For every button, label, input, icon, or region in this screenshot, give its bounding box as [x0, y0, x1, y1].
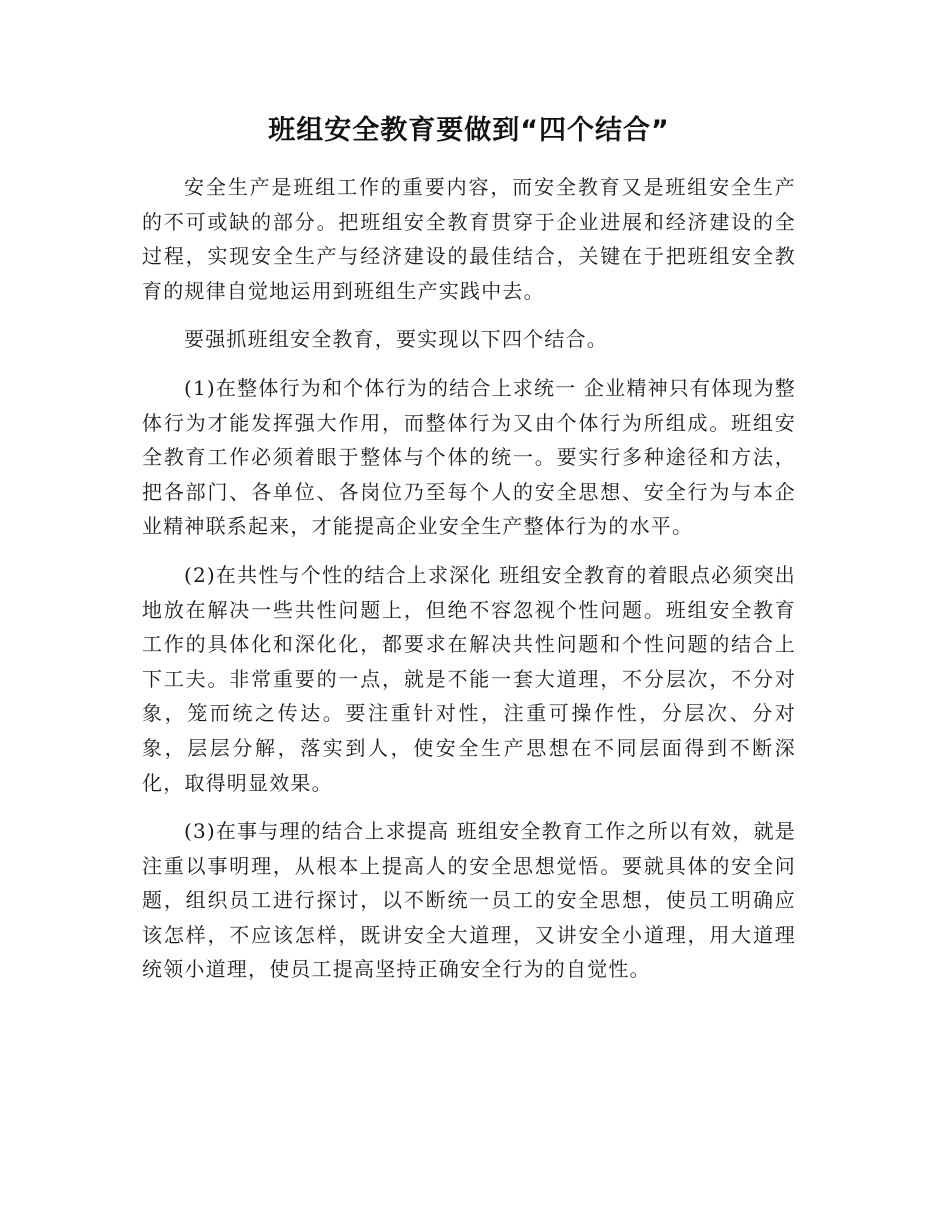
paragraph-point-1: (1)在整体行为和个体行为的结合上求统一 企业精神只有体现为整体行为才能发挥强大作用，而整体行为又由个体行为所组成。班组安全教育工作必须着眼于整体与个体的统一。要实行多种途径和方法，把各部门、各单位、各岗位乃至每个人的安全思想、安全行为与本企业精神联系起来，才能提高企业安全生产整体行为的水平。	[142, 375, 796, 539]
document-page	[142, 108, 796, 1001]
paragraph-intro: 安全生产是班组工作的重要内容，而安全教育又是班组安全生产的不可或缺的部分。把班组安全教育贯穿于企业进展和经济建设的全过程，实现安全生产与经济建设的最佳结合，关键在于把班组安全教育的规律自觉地运用到班组生产实践中去。	[142, 175, 796, 303]
document-title: 班组安全教育要做到“四个结合”	[268, 115, 670, 146]
paragraph-point-2: (2)在共性与个性的结合上求深化 班组安全教育的着眼点必须突出地放在解决一些共性问题上，但绝不容忽视个性问题。班组安全教育工作的具体化和深化化，都要求在解决共性问题和个性问题的结合上下工夫。非常重要的一点，就是不能一套大道理，不分层次，不分对象，笼而统之传达。要注重针对性，注重可操作性，分层次、分对象，层层分解，落实到人，使安全生产思想在不同层面得到不断深化，取得明显效果。	[142, 562, 796, 795]
paragraph-point-3: (3)在事与理的结合上求提高 班组安全教育工作之所以有效，就是注重以事明理，从根本上提高人的安全思想觉悟。要就具体的安全问题，组织员工进行探讨，以不断统一员工的安全思想，使员工明确应该怎样，不应该怎样，既讲安全大道理，又讲安全小道理，用大道理统领小道理，使员工提高坚持正确安全行为的自觉性。	[142, 819, 796, 982]
paragraph-summary: 要强抓班组安全教育，要实现以下四个结合。	[184, 327, 608, 352]
